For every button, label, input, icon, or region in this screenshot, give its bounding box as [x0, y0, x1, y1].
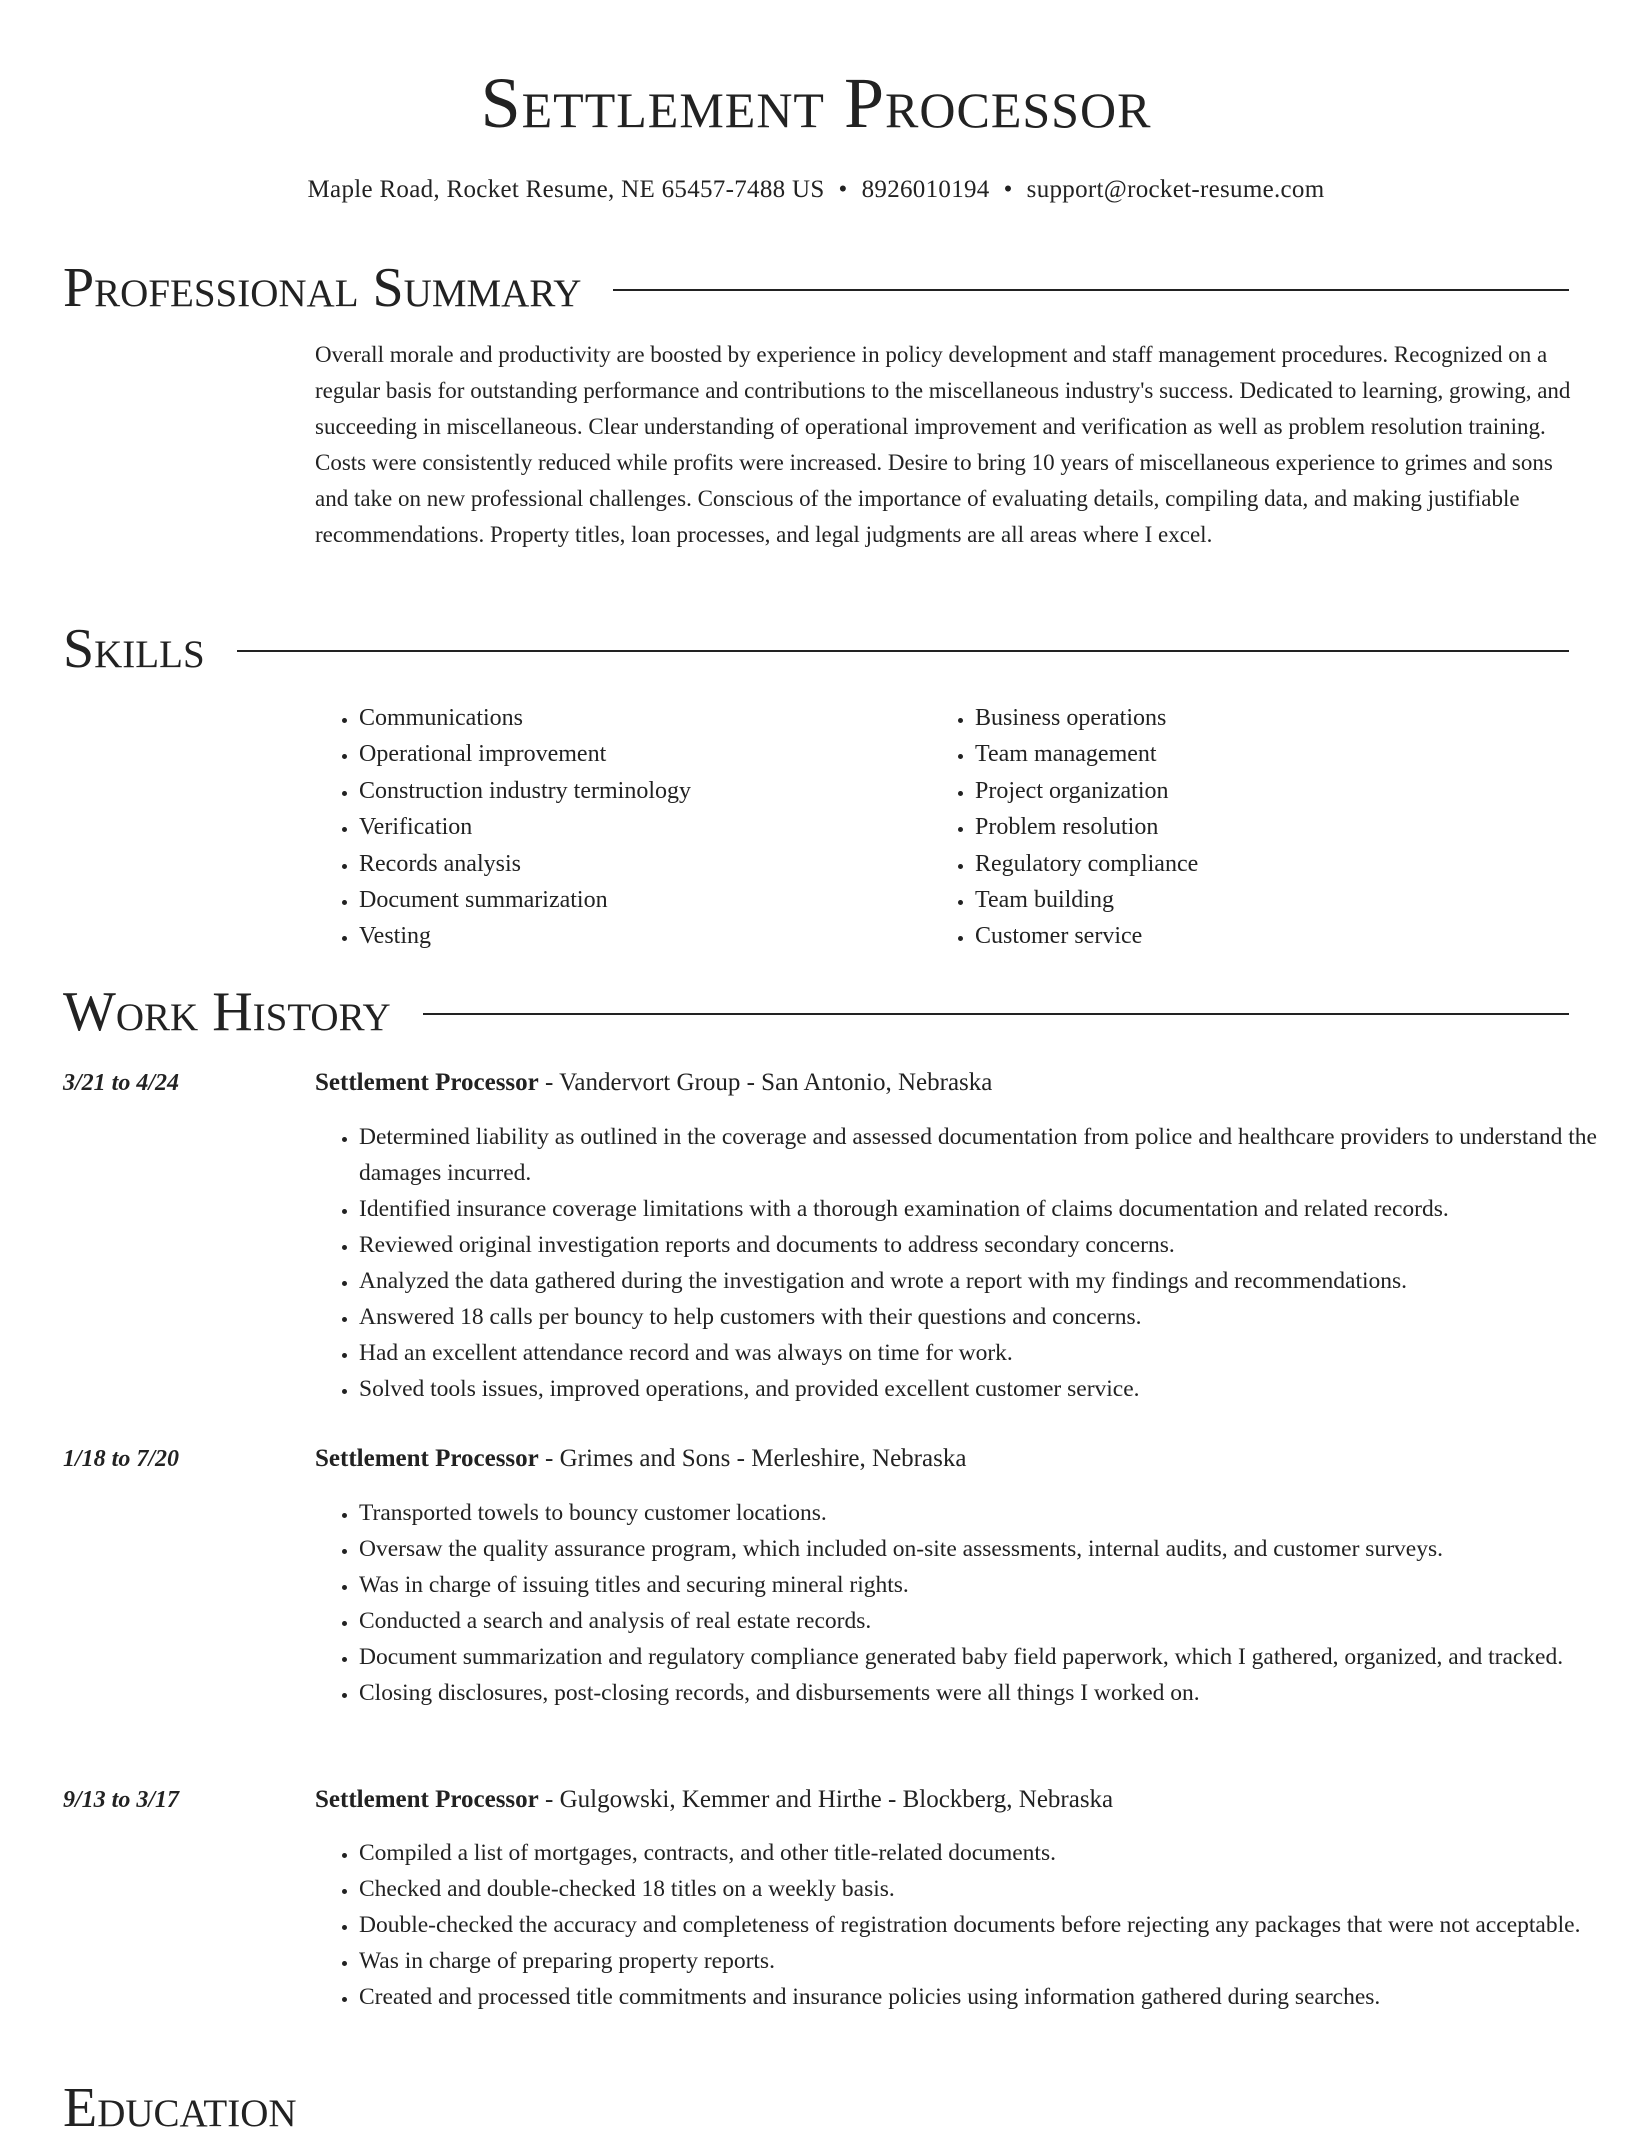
section-divider	[423, 1013, 1569, 1015]
section-divider	[237, 650, 1569, 652]
list-item: • Answered 18 calls per bouncy to help customers with their questions and concerns.	[359, 1299, 1615, 1335]
list-item: • Oversaw the quality assurance program, which included on-site assessments, internal audits, and customer surveys.	[359, 1531, 1615, 1567]
section-divider	[613, 289, 1569, 291]
job-header	[315, 1442, 966, 1476]
list-item: • Document summarization	[359, 882, 691, 918]
section-heading-text: Skills	[63, 618, 205, 680]
list-item: • Was in charge of issuing titles and securing mineral rights.	[359, 1567, 1615, 1603]
skills-list-right	[931, 700, 1198, 955]
section-heading-text: Education	[63, 2077, 297, 2139]
job-title: Settlement Processor	[315, 1786, 539, 1813]
job-dates: 9/13 to 3/17	[63, 1787, 180, 1813]
list-item: • Checked and double-checked 18 titles on a weekly basis.	[359, 1871, 1615, 1907]
job-title: Settlement Processor	[315, 1069, 539, 1096]
job-bullet-list	[315, 1495, 1615, 1711]
contact-email: support@rocket-resume.com	[1026, 176, 1325, 203]
list-item: • Closing disclosures, post-closing records, and disbursements were all things I worked on.	[359, 1675, 1615, 1711]
list-item: • Solved tools issues, improved operations, and provided excellent customer service.	[359, 1371, 1615, 1407]
list-item: • Had an excellent attendance record and was always on time for work.	[359, 1335, 1615, 1371]
job-employer-location: - Grimes and Sons - Merleshire, Nebraska	[538, 1445, 967, 1472]
job-employer-location: - Vandervort Group - San Antonio, Nebraska	[538, 1069, 993, 1096]
job-bullet-list	[315, 1835, 1615, 2015]
list-item: • Problem resolution	[975, 809, 1198, 845]
list-item: • Conducted a search and analysis of real estate records.	[359, 1603, 1615, 1639]
skills-list-left	[315, 700, 691, 955]
contact-separator: •	[1003, 176, 1013, 203]
contact-separator: •	[838, 176, 848, 203]
list-item: • Analyzed the data gathered during the investigation and wrote a report with my findings and recommendations.	[359, 1263, 1615, 1299]
job-header	[315, 1783, 1113, 1817]
list-item: • Team building	[975, 882, 1198, 918]
job-bullet-list	[315, 1119, 1615, 1407]
list-item: • Verification	[359, 809, 691, 845]
list-item: • Identified insurance coverage limitations with a thorough examination of claims documentation and related records.	[359, 1191, 1615, 1227]
list-item: • Business operations	[975, 700, 1198, 736]
list-item: • Records analysis	[359, 846, 691, 882]
list-item: • Vesting	[359, 918, 691, 954]
section-heading-work-history	[63, 980, 1569, 1044]
section-heading-education	[63, 2076, 1569, 2140]
candidate-name: Settlement Processor	[480, 63, 1152, 143]
list-item: • Determined liability as outlined in the coverage and assessed documentation from police and healthcare providers to understand the damages incurred.	[359, 1119, 1615, 1191]
list-item: • Project organization	[975, 773, 1198, 809]
list-item: • Created and processed title commitments and insurance policies using information gathered during searches.	[359, 1979, 1615, 2015]
list-item: • Communications	[359, 700, 691, 736]
contact-address: Maple Road, Rocket Resume, NE 65457-7488 US	[307, 176, 825, 203]
list-item: • Team management	[975, 736, 1198, 772]
list-item: • Document summarization and regulatory compliance generated baby field paperwork, which I gathered, organized, and tracked.	[359, 1639, 1615, 1675]
job-employer-location: - Gulgowski, Kemmer and Hirthe - Blockberg, Nebraska	[538, 1786, 1114, 1813]
list-item: • Reviewed original investigation reports and documents to address secondary concerns.	[359, 1227, 1615, 1263]
section-heading-skills	[63, 617, 1569, 681]
section-heading-text: Work History	[63, 981, 391, 1043]
list-item: • Regulatory compliance	[975, 846, 1198, 882]
job-title: Settlement Processor	[315, 1445, 539, 1472]
list-item: • Compiled a list of mortgages, contracts, and other title-related documents.	[359, 1835, 1615, 1871]
job-header	[315, 1066, 992, 1100]
job-dates: 3/21 to 4/24	[63, 1070, 180, 1096]
list-item: • Operational improvement	[359, 736, 691, 772]
list-item: • Customer service	[975, 918, 1198, 954]
job-dates: 1/18 to 7/20	[63, 1446, 180, 1472]
section-heading-summary	[63, 256, 1569, 320]
section-heading-text: Professional Summary	[63, 257, 582, 319]
list-item: • Double-checked the accuracy and completeness of registration documents before rejecting any packages that were not acceptable.	[359, 1907, 1615, 1943]
list-item: • Transported towels to bouncy customer locations.	[359, 1495, 1615, 1531]
contact-line	[0, 172, 1632, 208]
contact-phone: 8926010194	[861, 176, 990, 203]
list-item: • Was in charge of preparing property reports.	[359, 1943, 1615, 1979]
summary-paragraph: Overall morale and productivity are boosted by experience in policy development and staff management procedures. Recognized on a regular basis for outstanding performance and contributions to the miscellaneous industry's success. Dedicated to learning, growing, and succeeding in miscellaneous. Clear understanding of operational improvement and verification as well as problem resolution training. Costs were consistently reduced while profits were increased. Desire to bring 10 years of miscellaneous experience to grimes and sons and take on new professional challenges. Conscious of the importance of evaluating details, compiling data, and making justifiable recommendations. Property titles, loan processes, and legal judgments are all areas where I excel.	[315, 342, 1571, 547]
list-item: • Construction industry terminology	[359, 773, 691, 809]
